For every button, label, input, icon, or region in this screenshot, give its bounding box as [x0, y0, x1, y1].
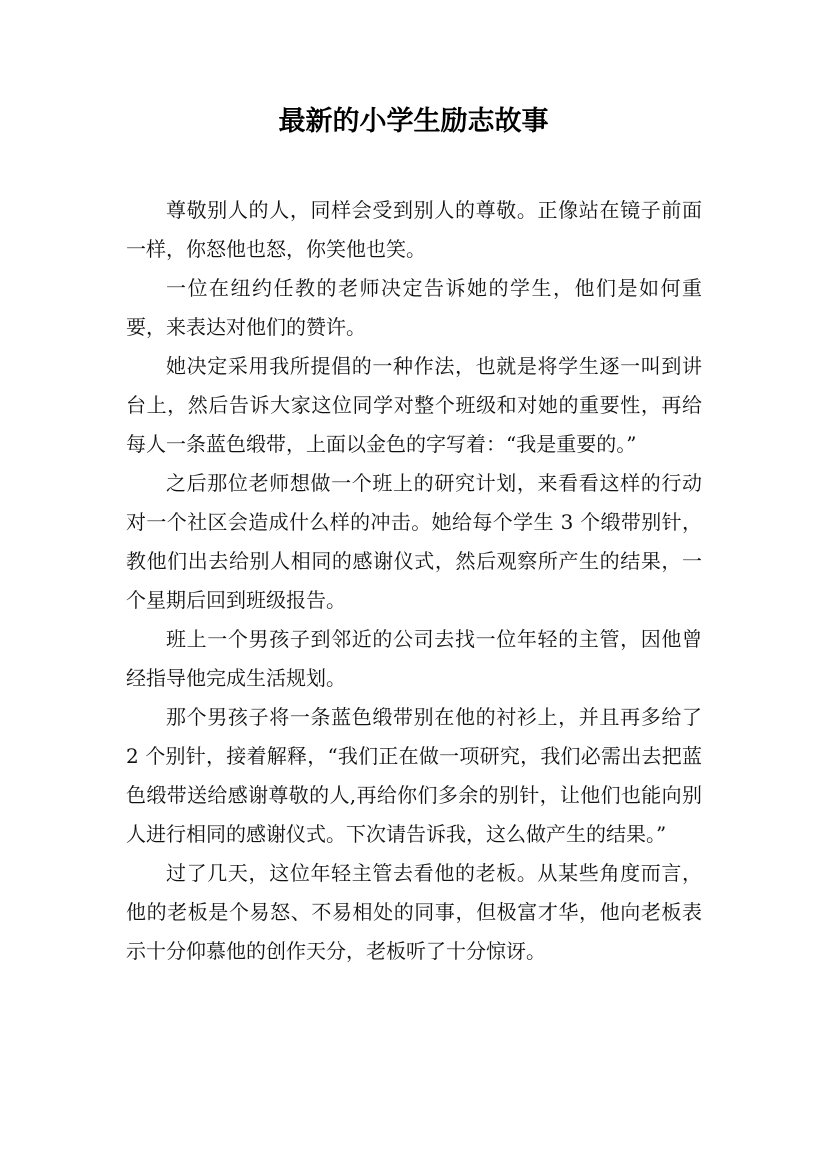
document-body: [126, 191, 702, 971]
document-title: 最新的小学生励志故事: [278, 106, 549, 137]
paragraph-1: 尊敬别人的人，同样会受到别人的尊敬。正像站在镜子前面一样，你怒他也怒，你笑他也笑。: [126, 198, 702, 261]
paragraph-7: 过了几天，这位年轻主管去看他的老板。从某些角度而言，他的老板是个易怒、不易相处的同事，但极富才华，他向老板表示十分仰慕他的创作天分，老板听了十分惊讶。: [126, 861, 702, 963]
paragraph-3: 她决定采用我所提倡的一种作法，也就是将学生逐一叫到讲台上，然后告诉大家这位同学对整个班级和对她的重要性，再给每人一条蓝色缎带，上面以金色的字写着：“我是重要的。”: [126, 354, 702, 456]
paragraph-5: 班上一个男孩子到邻近的公司去找一位年轻的主管，因他曾经指导他完成生活规划。: [126, 627, 702, 690]
paragraph-6: 那个男孩子将一条蓝色缎带别在他的衬衫上，并且再多给了 2 个别针，接着解释，“我们正在做一项研究，我们必需出去把蓝色缎带送给感谢尊敬的人,再给你们多余的别针，让他们也能向别人进行相同的感谢仪式。下次请告诉我，这么做产生的结果。”: [126, 705, 702, 846]
paragraph-4: 之后那位老师想做一个班上的研究计划，来看看这样的行动对一个社区会造成什么样的冲击。她给每个学生 3 个缎带别针，教他们出去给别人相同的感谢仪式，然后观察所产生的结果，一个星期后回到班级报告。: [126, 471, 702, 612]
paragraph-2: 一位在纽约任教的老师决定告诉她的学生，他们是如何重要，来表达对他们的赞许。: [126, 276, 702, 339]
